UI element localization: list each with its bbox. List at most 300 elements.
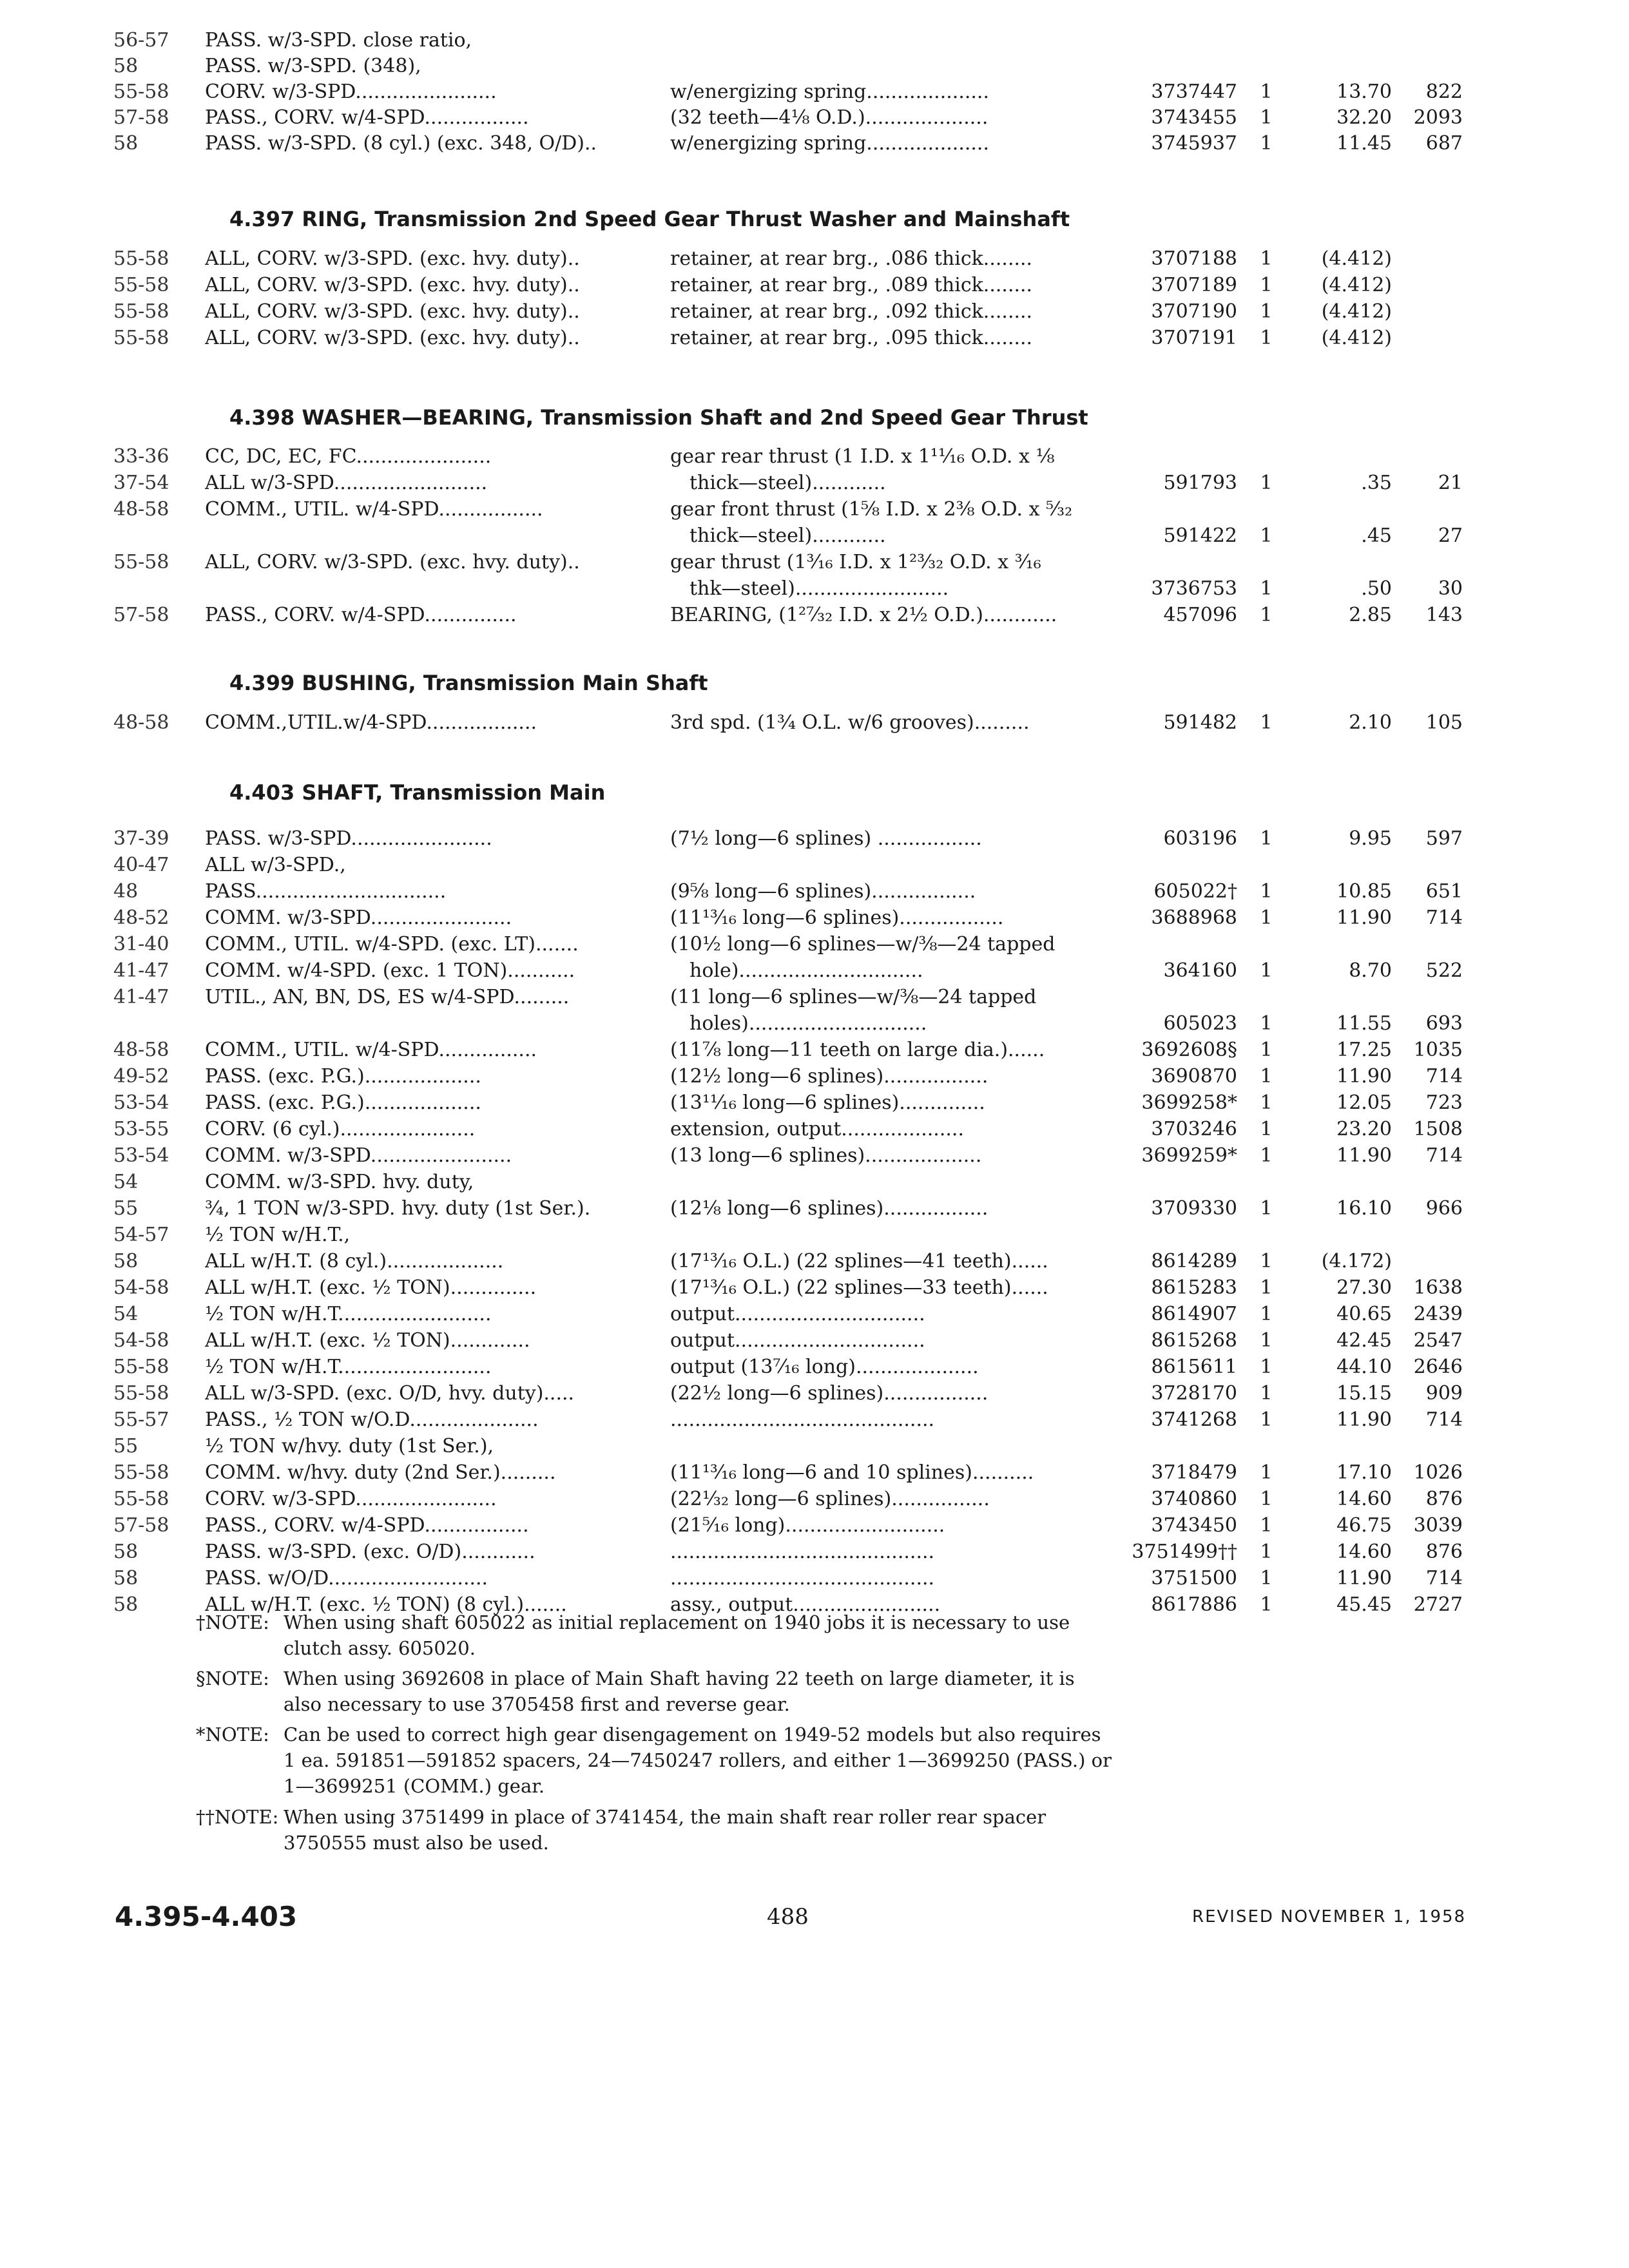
row-quantity: 1 <box>1260 1356 1273 1378</box>
row-price: 9.95 <box>1349 827 1392 850</box>
row-price: 32.20 <box>1336 106 1392 129</box>
row-part-number: 591793 <box>1163 472 1237 494</box>
row-extra-value: 714 <box>1425 1567 1463 1590</box>
parts-row <box>0 54 1629 79</box>
parts-row <box>0 1329 1629 1353</box>
row-description: (32 teeth—4⅛ O.D.).................... <box>670 106 988 129</box>
row-price: 11.90 <box>1336 1567 1392 1590</box>
row-description: output............................... <box>670 1329 925 1352</box>
row-price: 27.30 <box>1336 1276 1392 1299</box>
row-extra-value: 27 <box>1438 524 1463 547</box>
row-part-number: 8615268 <box>1151 1329 1237 1352</box>
row-extra-value: 2093 <box>1413 106 1463 129</box>
parts-row <box>0 932 1629 957</box>
row-price: 11.90 <box>1336 1144 1392 1167</box>
row-model: ¾, 1 TON w/3-SPD. hvy. duty (1st Ser.). <box>205 1197 591 1220</box>
parts-row <box>0 1566 1629 1591</box>
row-extra-value: 966 <box>1425 1197 1463 1220</box>
row-years: 49-52 <box>113 1065 169 1088</box>
row-years: 56-57 <box>113 29 169 52</box>
row-years: 55-58 <box>113 1382 169 1405</box>
row-quantity: 1 <box>1260 1593 1273 1616</box>
row-part-number: 8614907 <box>1151 1303 1237 1325</box>
row-part-number: 605022† <box>1153 880 1237 903</box>
parts-row <box>0 1223 1629 1247</box>
row-years: 33-36 <box>113 445 169 468</box>
row-model: PASS. (exc. P.G.)................... <box>205 1065 481 1088</box>
parts-row <box>0 326 1629 351</box>
footnote-text: When using 3692608 in place of Main Shaft having 22 teeth on large diameter, it is also necessary to use 3705458 first and reverse gear. <box>284 1667 1075 1715</box>
row-model: ALL w/3-SPD., <box>205 854 346 876</box>
row-description: output............................... <box>670 1303 925 1325</box>
row-description: (12½ long—6 splines)................. <box>670 1065 988 1088</box>
row-quantity: 1 <box>1260 81 1273 103</box>
row-years: 54-58 <box>113 1329 169 1352</box>
row-price: 16.10 <box>1336 1197 1392 1220</box>
row-quantity: 1 <box>1260 274 1273 296</box>
parts-row <box>0 1249 1629 1274</box>
row-model: ½ TON w/H.T., <box>205 1224 351 1246</box>
row-description: ........................................... <box>670 1541 935 1563</box>
row-price: .50 <box>1361 577 1392 600</box>
row-quantity: 1 <box>1260 1408 1273 1431</box>
row-years: 48 <box>113 880 139 903</box>
row-description: extension, output.................... <box>670 1118 964 1140</box>
row-quantity: 1 <box>1260 524 1273 547</box>
parts-row <box>0 1196 1629 1221</box>
row-description: (11¹³⁄₁₆ long—6 and 10 splines).......... <box>670 1461 1034 1484</box>
row-quantity: 1 <box>1260 300 1273 323</box>
row-part-number: 605023 <box>1163 1012 1237 1035</box>
row-description: retainer, at rear brg., .089 thick........ <box>670 274 1033 296</box>
row-quantity: 1 <box>1260 472 1273 494</box>
row-model: CORV. (6 cyl.)...................... <box>205 1118 476 1140</box>
row-quantity: 1 <box>1260 1012 1273 1035</box>
parts-row <box>0 524 1629 548</box>
row-quantity: 1 <box>1260 1461 1273 1484</box>
row-part-number: 3737447 <box>1151 81 1237 103</box>
row-years: 31-40 <box>113 933 169 956</box>
row-part-number: 3741268 <box>1151 1408 1237 1431</box>
row-model: PASS. w/O/D.......................... <box>205 1567 488 1590</box>
footnote <box>196 1666 1117 1717</box>
parts-row <box>0 300 1629 324</box>
row-years: 37-39 <box>113 827 169 850</box>
row-part-number: 3690870 <box>1151 1065 1237 1088</box>
parts-row <box>0 1302 1629 1327</box>
row-extra-value: 2547 <box>1413 1329 1463 1352</box>
parts-row <box>0 1461 1629 1485</box>
row-model: ALL, CORV. w/3-SPD. (exc. hvy. duty).. <box>205 327 580 349</box>
row-years: 57-58 <box>113 1514 169 1537</box>
row-part-number: 3718479 <box>1151 1461 1237 1484</box>
row-extra-value: 693 <box>1425 1012 1463 1035</box>
row-part-number: 603196 <box>1163 827 1237 850</box>
row-extra-value: 876 <box>1425 1541 1463 1563</box>
row-years: 53-54 <box>113 1091 169 1114</box>
row-quantity: 1 <box>1260 1144 1273 1167</box>
row-part-number: 8615283 <box>1151 1276 1237 1299</box>
row-model: ALL w/H.T. (8 cyl.)................... <box>205 1250 504 1273</box>
parts-row <box>0 471 1629 495</box>
section-heading: 4.399 BUSHING, Transmission Main Shaft <box>229 671 708 695</box>
row-description: BEARING, (1²⁷⁄₃₂ I.D. x 2½ O.D.)............ <box>670 604 1057 626</box>
row-extra-value: 822 <box>1425 81 1463 103</box>
row-years: 37-54 <box>113 472 169 494</box>
row-quantity: 1 <box>1260 1250 1273 1273</box>
parts-row <box>0 1434 1629 1459</box>
row-model: COMM. w/4-SPD. (exc. 1 TON)........... <box>205 959 575 982</box>
row-description: (11 long—6 splines—w/⅜—24 tapped <box>670 986 1037 1008</box>
row-years: 53-54 <box>113 1144 169 1167</box>
row-part-number: 3707191 <box>1151 327 1237 349</box>
parts-row <box>0 28 1629 53</box>
row-description: thk—steel)......................... <box>689 577 949 600</box>
row-model: COMM. w/3-SPD....................... <box>205 907 512 929</box>
row-model: ALL w/3-SPD. (exc. O/D, hvy. duty)..... <box>205 1382 575 1405</box>
row-description: output (13⁷⁄₁₆ long).................... <box>670 1356 979 1378</box>
footnote <box>196 1610 1117 1661</box>
row-model: PASS. (exc. P.G.)................... <box>205 1091 481 1114</box>
row-extra-value: 687 <box>1425 132 1463 155</box>
row-quantity: 1 <box>1260 132 1273 155</box>
row-model: ALL, CORV. w/3-SPD. (exc. hvy. duty).. <box>205 551 580 573</box>
row-part-number: 3728170 <box>1151 1382 1237 1405</box>
row-model: PASS............................... <box>205 880 447 903</box>
row-price: 46.75 <box>1336 1514 1392 1537</box>
row-quantity: 1 <box>1260 1514 1273 1537</box>
parts-row <box>0 1012 1629 1036</box>
row-part-number: 591422 <box>1163 524 1237 547</box>
row-description: (17¹³⁄₁₆ O.L.) (22 splines—41 teeth)...... <box>670 1250 1048 1273</box>
row-extra-value: 30 <box>1438 577 1463 600</box>
row-description: (11⅞ long—11 teeth on large dia.)...... <box>670 1039 1045 1061</box>
row-price: 14.60 <box>1336 1488 1392 1510</box>
parts-row <box>0 80 1629 104</box>
parts-row <box>0 711 1629 735</box>
row-years: 55-58 <box>113 300 169 323</box>
row-price: 42.45 <box>1336 1329 1392 1352</box>
row-years: 58 <box>113 132 139 155</box>
row-model: ALL w/H.T. (exc. ½ TON).............. <box>205 1276 537 1299</box>
row-model: ALL w/3-SPD......................... <box>205 472 488 494</box>
row-model: COMM., UTIL. w/4-SPD................. <box>205 498 543 521</box>
row-price: 40.65 <box>1336 1303 1392 1325</box>
row-part-number: 3743455 <box>1151 106 1237 129</box>
row-years: 41-47 <box>113 959 169 982</box>
row-part-number: 3751499†† <box>1132 1541 1237 1563</box>
parts-row <box>0 1355 1629 1379</box>
row-years: 58 <box>113 1250 139 1273</box>
row-quantity: 1 <box>1260 711 1273 734</box>
row-part-number: 3703246 <box>1151 1118 1237 1140</box>
parts-row <box>0 1091 1629 1115</box>
row-years: 54 <box>113 1171 139 1193</box>
row-part-number: 3751500 <box>1151 1567 1237 1590</box>
row-years: 55-58 <box>113 81 169 103</box>
parts-row <box>0 550 1629 575</box>
row-model: PASS. w/3-SPD....................... <box>205 827 492 850</box>
row-years: 48-52 <box>113 907 169 929</box>
row-model: ALL w/H.T. (exc. ½ TON) (8 cyl.)....... <box>205 1593 567 1616</box>
row-extra-value: 1638 <box>1413 1276 1463 1299</box>
row-years: 55-57 <box>113 1408 169 1431</box>
row-model: ALL w/H.T. (exc. ½ TON)............. <box>205 1329 530 1352</box>
row-extra-value: 2727 <box>1413 1593 1463 1616</box>
row-model: ALL, CORV. w/3-SPD. (exc. hvy. duty).. <box>205 274 580 296</box>
row-description: 3rd spd. (1¾ O.L. w/6 grooves)......... <box>670 711 1030 734</box>
row-part-number: 591482 <box>1163 711 1237 734</box>
row-part-number: 8614289 <box>1151 1250 1237 1273</box>
row-part-number: 3745937 <box>1151 132 1237 155</box>
parts-row <box>0 1276 1629 1300</box>
row-quantity: 1 <box>1260 327 1273 349</box>
row-model: COMM.,UTIL.w/4-SPD.................. <box>205 711 537 734</box>
row-quantity: 1 <box>1260 1091 1273 1114</box>
row-model: COMM., UTIL. w/4-SPD. (exc. LT)....... <box>205 933 579 956</box>
row-price: 13.70 <box>1336 81 1392 103</box>
row-years: 57-58 <box>113 106 169 129</box>
row-price: .45 <box>1361 524 1392 547</box>
row-years: 58 <box>113 55 139 77</box>
row-extra-value: 143 <box>1425 604 1463 626</box>
row-price: 11.90 <box>1336 1065 1392 1088</box>
parts-row <box>0 879 1629 904</box>
footnote-mark: †NOTE: <box>196 1611 269 1633</box>
row-description: (21⁵⁄₁₆ long).......................... <box>670 1514 945 1537</box>
row-part-number: 3743450 <box>1151 1514 1237 1537</box>
row-years: 55 <box>113 1197 139 1220</box>
row-years: 48-58 <box>113 711 169 734</box>
row-years: 55-58 <box>113 1488 169 1510</box>
section-heading: 4.403 SHAFT, Transmission Main <box>229 780 606 805</box>
row-quantity: 1 <box>1260 1567 1273 1590</box>
row-quantity: 1 <box>1260 1118 1273 1140</box>
row-years: 48-58 <box>113 498 169 521</box>
row-price: (4.412) <box>1321 247 1392 270</box>
parts-row <box>0 1487 1629 1512</box>
footnote-mark: ††NOTE: <box>196 1806 279 1828</box>
row-model: COMM. w/3-SPD. hvy. duty, <box>205 1171 474 1193</box>
row-description: thick—steel)............ <box>689 472 886 494</box>
row-extra-value: 1026 <box>1413 1461 1463 1484</box>
row-part-number: 457096 <box>1163 604 1237 626</box>
row-years: 57-58 <box>113 604 169 626</box>
row-description: (13 long—6 splines)................... <box>670 1144 982 1167</box>
row-extra-value: 2646 <box>1413 1356 1463 1378</box>
section-range: 4.395-4.403 <box>115 1901 298 1932</box>
row-years: 54-58 <box>113 1276 169 1299</box>
row-price: 23.20 <box>1336 1118 1392 1140</box>
row-model: CORV. w/3-SPD....................... <box>205 81 497 103</box>
parts-row <box>0 853 1629 878</box>
row-years: 55 <box>113 1435 139 1457</box>
row-description: holes)............................. <box>689 1012 927 1035</box>
footnote-text: Can be used to correct high gear disengagement on 1949-52 models but also requires 1 ea. 591851—591852 spacers, 24—7450247 rollers, and either 1—3699250 (PASS.) or 1—3699251 (COMM.) gear. <box>284 1724 1112 1797</box>
row-part-number: 3707189 <box>1151 274 1237 296</box>
row-part-number: 3740860 <box>1151 1488 1237 1510</box>
row-part-number: 8617886 <box>1151 1593 1237 1616</box>
row-model: COMM. w/3-SPD....................... <box>205 1144 512 1167</box>
row-years: 54-57 <box>113 1224 169 1246</box>
row-years: 55-58 <box>113 327 169 349</box>
row-model: CORV. w/3-SPD....................... <box>205 1488 497 1510</box>
row-years: 58 <box>113 1567 139 1590</box>
section-heading: 4.397 RING, Transmission 2nd Speed Gear Thrust Washer and Mainshaft <box>229 207 1070 231</box>
row-years: 48-58 <box>113 1039 169 1061</box>
row-description: (12⅛ long—6 splines)................. <box>670 1197 988 1220</box>
row-quantity: 1 <box>1260 827 1273 850</box>
footnote <box>196 1722 1117 1799</box>
footnote-text: When using 3751499 in place of 3741454, the main shaft rear roller rear spacer 3750555 must also be used. <box>284 1806 1046 1854</box>
parts-row <box>0 1381 1629 1406</box>
row-price: 17.25 <box>1336 1039 1392 1061</box>
parts-row <box>0 247 1629 271</box>
footnote-mark: §NOTE: <box>196 1667 269 1689</box>
row-price: 44.10 <box>1336 1356 1392 1378</box>
row-part-number: 3736753 <box>1151 577 1237 600</box>
row-description: w/energizing spring.................... <box>670 132 989 155</box>
row-part-number: 8615611 <box>1151 1356 1237 1378</box>
row-model: PASS. w/3-SPD. (348), <box>205 55 421 77</box>
row-price: (4.412) <box>1321 300 1392 323</box>
row-description: (17¹³⁄₁₆ O.L.) (22 splines—33 teeth)...... <box>670 1276 1048 1299</box>
row-quantity: 1 <box>1260 577 1273 600</box>
row-quantity: 1 <box>1260 1303 1273 1325</box>
row-price: 14.60 <box>1336 1541 1392 1563</box>
row-description: thick—steel)............ <box>689 524 886 547</box>
row-model: ½ TON w/hvy. duty (1st Ser.), <box>205 1435 494 1457</box>
row-extra-value: 522 <box>1425 959 1463 982</box>
row-years: 55-58 <box>113 274 169 296</box>
row-extra-value: 2439 <box>1413 1303 1463 1325</box>
row-years: 55-58 <box>113 1356 169 1378</box>
footnote-text: When using shaft 605022 as initial replacement on 1940 jobs it is necessary to use clutch assy. 605020. <box>284 1611 1070 1659</box>
row-model: ALL, CORV. w/3-SPD. (exc. hvy. duty).. <box>205 247 580 270</box>
row-model: ½ TON w/H.T......................... <box>205 1303 492 1325</box>
row-description: (7½ long—6 splines) ................. <box>670 827 982 850</box>
row-model: PASS., CORV. w/4-SPD................. <box>205 106 529 129</box>
row-description: retainer, at rear brg., .095 thick........ <box>670 327 1033 349</box>
row-extra-value: 714 <box>1425 1408 1463 1431</box>
row-price: 2.10 <box>1349 711 1392 734</box>
row-extra-value: 714 <box>1425 1144 1463 1167</box>
parts-row <box>0 1514 1629 1538</box>
row-price: 15.15 <box>1336 1382 1392 1405</box>
footnote <box>196 1804 1117 1856</box>
section-heading: 4.398 WASHER—BEARING, Transmission Shaft and 2nd Speed Gear Thrust <box>229 405 1088 430</box>
row-description: (22½ long—6 splines)................. <box>670 1382 988 1405</box>
row-quantity: 1 <box>1260 247 1273 270</box>
parts-row <box>0 1064 1629 1089</box>
row-price: 12.05 <box>1336 1091 1392 1114</box>
row-model: COMM., UTIL. w/4-SPD................ <box>205 1039 537 1061</box>
row-extra-value: 3039 <box>1413 1514 1463 1537</box>
row-price: (4.412) <box>1321 327 1392 349</box>
row-price: 11.90 <box>1336 1408 1392 1431</box>
row-description: ........................................... <box>670 1408 935 1431</box>
parts-row <box>0 1540 1629 1564</box>
row-part-number: 3707190 <box>1151 300 1237 323</box>
parts-row <box>0 959 1629 983</box>
row-price: 17.10 <box>1336 1461 1392 1484</box>
row-model: UTIL., AN, BN, DS, ES w/4-SPD......... <box>205 986 570 1008</box>
row-price: 45.45 <box>1336 1593 1392 1616</box>
parts-row <box>0 603 1629 628</box>
row-extra-value: 876 <box>1425 1488 1463 1510</box>
row-price: 10.85 <box>1336 880 1392 903</box>
parts-row <box>0 497 1629 522</box>
row-part-number: 3709330 <box>1151 1197 1237 1220</box>
parts-row <box>0 1038 1629 1062</box>
row-description: gear thrust (1³⁄₁₆ I.D. x 1²³⁄₃₂ O.D. x ³⁄₁₆ <box>670 551 1041 573</box>
parts-row <box>0 106 1629 130</box>
row-description: (11¹³⁄₁₆ long—6 splines)................. <box>670 907 1004 929</box>
parts-row <box>0 1144 1629 1168</box>
parts-row <box>0 1408 1629 1432</box>
page-number: 488 <box>767 1904 809 1930</box>
row-quantity: 1 <box>1260 1382 1273 1405</box>
parts-row <box>0 906 1629 930</box>
row-quantity: 1 <box>1260 1065 1273 1088</box>
row-extra-value: 21 <box>1438 472 1463 494</box>
row-description: retainer, at rear brg., .086 thick........ <box>670 247 1033 270</box>
row-description: retainer, at rear brg., .092 thick........ <box>670 300 1033 323</box>
parts-row <box>0 827 1629 851</box>
row-part-number: 3692608§ <box>1141 1039 1237 1061</box>
row-years: 54 <box>113 1303 139 1325</box>
row-quantity: 1 <box>1260 106 1273 129</box>
row-model: PASS., CORV. w/4-SPD................. <box>205 1514 529 1537</box>
row-model: ½ TON w/H.T......................... <box>205 1356 492 1378</box>
row-years: 58 <box>113 1593 139 1616</box>
parts-row <box>0 1170 1629 1195</box>
row-price: 8.70 <box>1349 959 1392 982</box>
row-description: hole).............................. <box>689 959 923 982</box>
row-description: (22¹⁄₃₂ long—6 splines)................ <box>670 1488 990 1510</box>
row-years: 55-58 <box>113 1461 169 1484</box>
row-description: gear front thrust (1⅝ I.D. x 2⅜ O.D. x ⁵⁄₃₂ <box>670 498 1073 521</box>
row-price: .35 <box>1361 472 1392 494</box>
row-extra-value: 105 <box>1425 711 1463 734</box>
row-extra-value: 597 <box>1425 827 1463 850</box>
row-description: (10½ long—6 splines—w/⅜—24 tapped <box>670 933 1055 956</box>
row-extra-value: 1035 <box>1413 1039 1463 1061</box>
row-price: (4.412) <box>1321 274 1392 296</box>
row-price: 11.90 <box>1336 907 1392 929</box>
row-years: 40-47 <box>113 854 169 876</box>
row-quantity: 1 <box>1260 880 1273 903</box>
row-extra-value: 714 <box>1425 907 1463 929</box>
row-years: 53-55 <box>113 1118 169 1140</box>
footnote-mark: *NOTE: <box>196 1724 269 1745</box>
row-part-number: 3707188 <box>1151 247 1237 270</box>
row-description: assy., output........................ <box>670 1593 941 1616</box>
row-quantity: 1 <box>1260 1541 1273 1563</box>
row-part-number: 364160 <box>1163 959 1237 982</box>
parts-row <box>0 131 1629 156</box>
row-price: 2.85 <box>1349 604 1392 626</box>
row-years: 55-58 <box>113 247 169 270</box>
parts-row <box>0 577 1629 601</box>
row-extra-value: 723 <box>1425 1091 1463 1114</box>
row-description: w/energizing spring.................... <box>670 81 989 103</box>
row-model: PASS. w/3-SPD. close ratio, <box>205 29 472 52</box>
row-price: 11.45 <box>1336 132 1392 155</box>
row-description: ........................................... <box>670 1567 935 1590</box>
row-quantity: 1 <box>1260 1329 1273 1352</box>
row-description: (13¹¹⁄₁₆ long—6 splines).............. <box>670 1091 985 1114</box>
